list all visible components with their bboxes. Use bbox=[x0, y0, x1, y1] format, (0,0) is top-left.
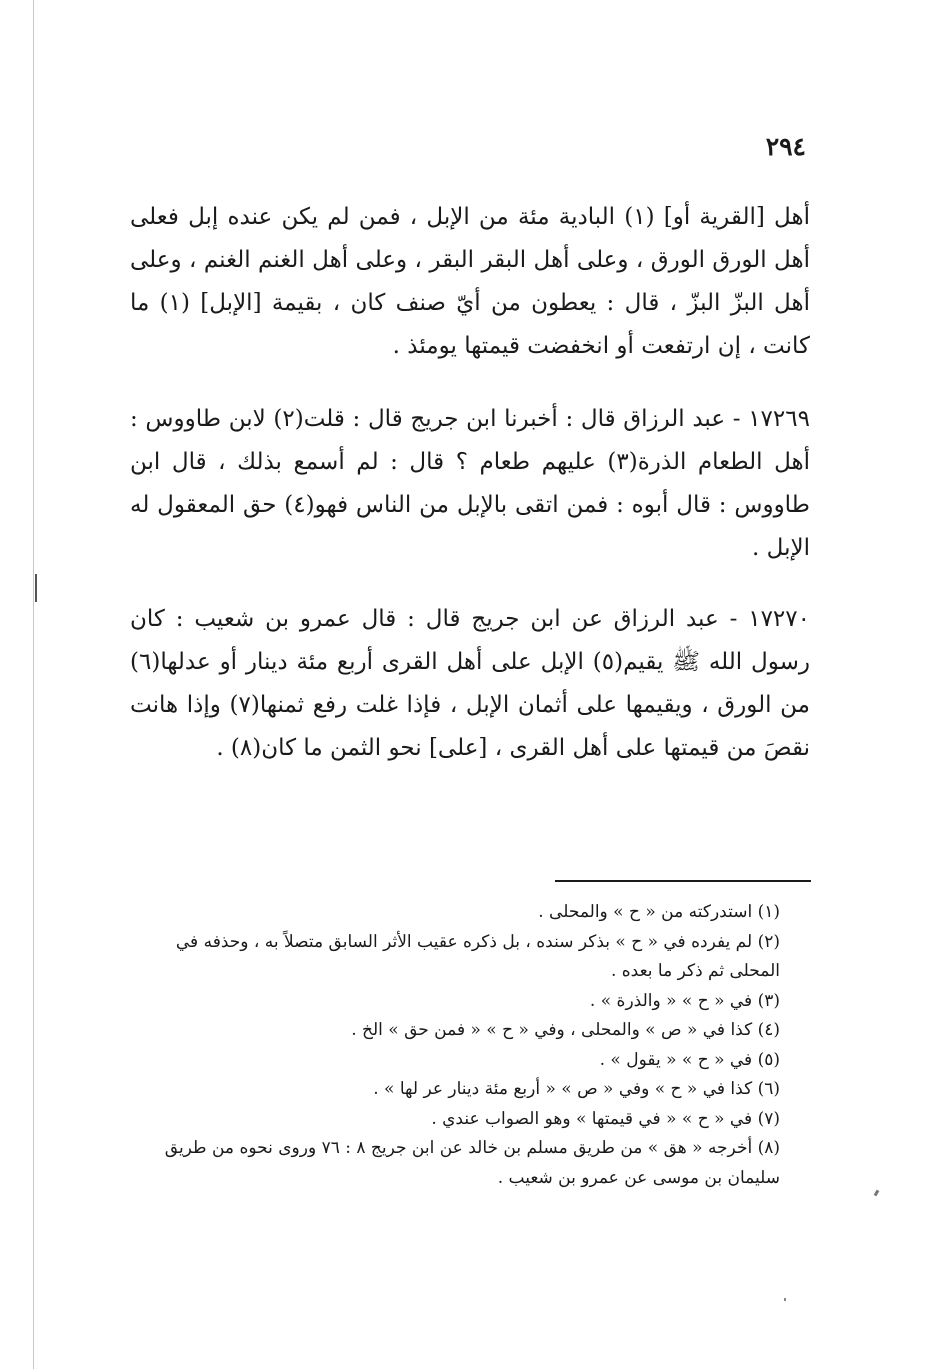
footnote-divider bbox=[555, 880, 811, 882]
footnote-2: (٢) لم يفرده في « ح » بذكر سنده ، بل ذكره عقيب الأثر السابق متصلاً به ، وحذفه في المحلى ثم ذكر ما بعده . bbox=[175, 931, 780, 981]
footnote-3: (٣) في « ح » « والذرة » . bbox=[589, 990, 780, 1011]
scan-edge-line bbox=[33, 0, 34, 1369]
paragraph-continuation: أهل [القرية أو] (١) البادية مئة من الإبل ، فمن لم يكن عنده إبل فعلى أهل الورق الورق ، وعلى أهل البقر البقر ، وعلى أهل الغنم الغنم ، وعلى أهل البزّ البزّ ، قال : يعطون من أيّ صنف كان ، بقيمة [الإبل] (١) ما كانت ، إن ارتفعت أو انخفضت قيمتها يومئذ . bbox=[130, 204, 810, 359]
footnote-8: (٨) أخرجه « هق » من طريق مسلم بن خالد عن ابن جريج ٨ : ٧٦ وروى نحوه من طريق سليمان بن موسى عن عمرو بن شعيب . bbox=[164, 1138, 780, 1188]
footnote-6: (٦) كذا في « ح » وفي « ص » « أربع مئة دينار عر لها » . bbox=[373, 1079, 780, 1099]
footnote-1: (١) استدركته من « ح » والمحلى . bbox=[538, 902, 780, 922]
scan-speck bbox=[784, 1298, 786, 1301]
scan-margin-mark bbox=[35, 574, 37, 602]
paragraph-17269: ١٧٢٦٩ - عبد الرزاق قال : أخبرنا ابن جريج قال : قلت(٢) لابن طاووس : أهل الطعام الذرة(٣) عليهم طعام ؟ قال : لم أسمع بذلك ، قال ابن طاووس : قال أبوه : فمن اتقى بالإبل من الناس فهو(٤) حق المعقول له الإبل . bbox=[130, 406, 811, 561]
main-text bbox=[130, 196, 810, 798]
paragraph-17270: ١٧٢٧٠ - عبد الرزاق عن ابن جريج قال : قال عمرو بن شعيب : كان رسول الله ﷺ يقيم(٥) الإبل على أهل القرى أربع مئة دينار أو عدلها(٦) من الورق ، ويقيمها على أثمان الإبل ، فإذا غلت رفع ثمنها(٧) وإذا هانت نقصَ من قيمتها على أهل القرى ، [على] نحو الثمن ما كان(٨) . bbox=[130, 606, 810, 761]
scan-speck bbox=[874, 1190, 880, 1197]
footnote-4: (٤) كذا في « ص » والمحلى ، وفي « ح » « فمن حق » الخ . bbox=[351, 1020, 780, 1040]
page-number: ٢٩٤ bbox=[765, 132, 806, 161]
footnotes bbox=[130, 898, 815, 1193]
footnote-5: (٥) في « ح » « يقول » . bbox=[599, 1049, 780, 1070]
footnote-7: (٧) في « ح » « في قيمتها » وهو الصواب عندي . bbox=[431, 1108, 780, 1129]
